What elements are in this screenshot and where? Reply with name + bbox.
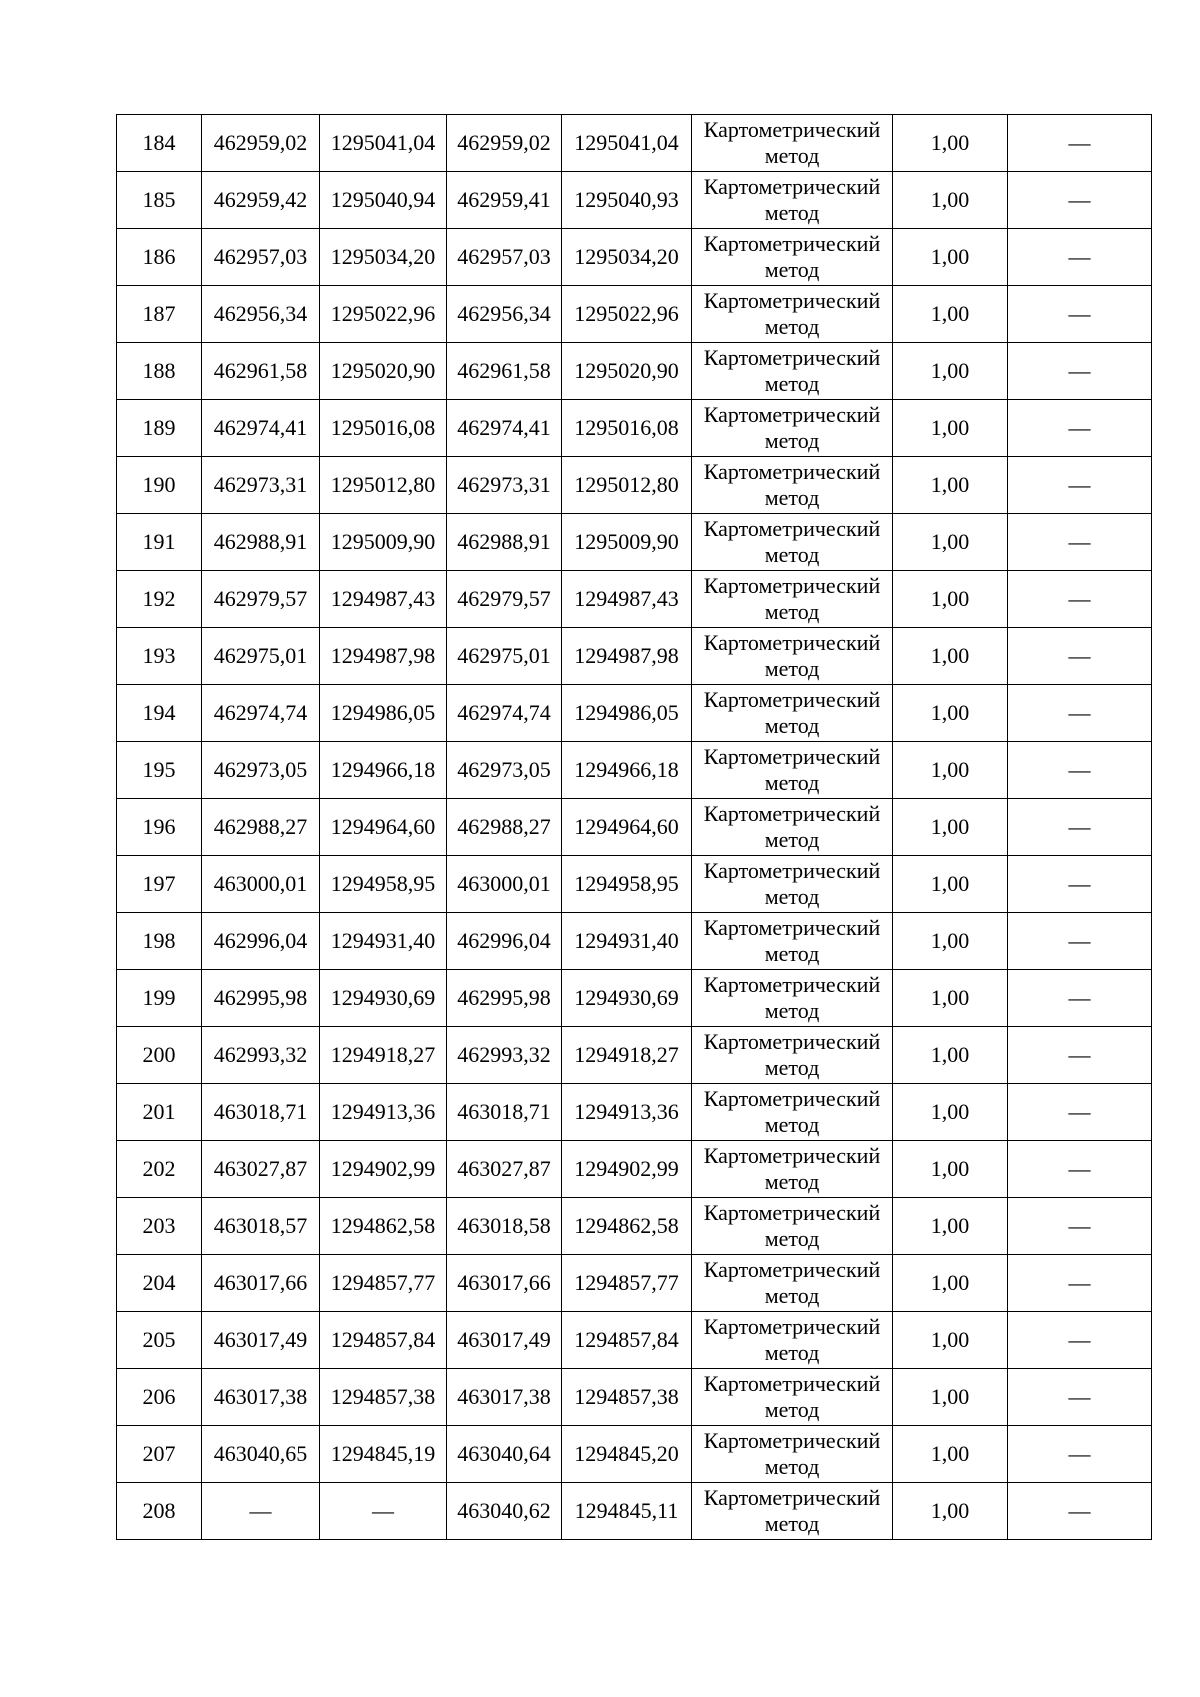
existing-y-cell: 1294857,77 — [320, 1255, 447, 1312]
accuracy-cell: 1,00 — [893, 1084, 1008, 1141]
table-row — [117, 1198, 1152, 1255]
new-y-cell: 1294902,99 — [562, 1141, 692, 1198]
existing-x-cell: 462975,01 — [202, 628, 320, 685]
accuracy-cell: 1,00 — [893, 1027, 1008, 1084]
point-number-cell: 194 — [117, 685, 202, 742]
description-cell: — — [1008, 1426, 1152, 1483]
method-line1: Картометрический — [703, 1371, 881, 1396]
method-cell — [692, 172, 893, 229]
method-cell — [692, 286, 893, 343]
method-line2: метод — [764, 542, 820, 567]
new-y-cell: 1295022,96 — [562, 286, 692, 343]
point-number-cell: 190 — [117, 457, 202, 514]
existing-x-cell: 462995,98 — [202, 970, 320, 1027]
method-cell — [692, 685, 893, 742]
method-cell — [692, 1027, 893, 1084]
existing-y-cell: 1294987,98 — [320, 628, 447, 685]
table-row — [117, 1369, 1152, 1426]
description-cell: — — [1008, 685, 1152, 742]
method-line1: Картометрический — [703, 972, 881, 997]
point-number-cell: 202 — [117, 1141, 202, 1198]
table-row — [117, 343, 1152, 400]
new-x-cell: 463017,66 — [447, 1255, 562, 1312]
table-row — [117, 742, 1152, 799]
point-number-cell: 205 — [117, 1312, 202, 1369]
description-cell: — — [1008, 115, 1152, 172]
accuracy-cell: 1,00 — [893, 1312, 1008, 1369]
method-cell — [692, 1198, 893, 1255]
existing-x-cell: 462956,34 — [202, 286, 320, 343]
table-row — [117, 1312, 1152, 1369]
method-cell — [692, 1369, 893, 1426]
accuracy-cell: 1,00 — [893, 172, 1008, 229]
description-cell: — — [1008, 172, 1152, 229]
table-row — [117, 115, 1152, 172]
method-line1: Картометрический — [703, 516, 881, 541]
existing-x-cell: 462959,42 — [202, 172, 320, 229]
existing-y-cell: 1294930,69 — [320, 970, 447, 1027]
description-cell: — — [1008, 1198, 1152, 1255]
accuracy-cell: 1,00 — [893, 1369, 1008, 1426]
table-row — [117, 970, 1152, 1027]
point-number-cell: 206 — [117, 1369, 202, 1426]
new-y-cell: 1294958,95 — [562, 856, 692, 913]
existing-y-cell: 1294913,36 — [320, 1084, 447, 1141]
description-cell: — — [1008, 286, 1152, 343]
method-cell — [692, 856, 893, 913]
table-row — [117, 286, 1152, 343]
existing-y-cell: 1295012,80 — [320, 457, 447, 514]
new-x-cell: 462961,58 — [447, 343, 562, 400]
description-cell: — — [1008, 343, 1152, 400]
table-row — [117, 514, 1152, 571]
existing-x-cell: 462988,27 — [202, 799, 320, 856]
accuracy-cell: 1,00 — [893, 1141, 1008, 1198]
existing-y-cell: 1295009,90 — [320, 514, 447, 571]
existing-y-cell: 1295041,04 — [320, 115, 447, 172]
new-x-cell: 462956,34 — [447, 286, 562, 343]
existing-x-cell: 462973,31 — [202, 457, 320, 514]
description-cell: — — [1008, 1141, 1152, 1198]
existing-x-cell: 462988,91 — [202, 514, 320, 571]
point-number-cell: 201 — [117, 1084, 202, 1141]
accuracy-cell: 1,00 — [893, 628, 1008, 685]
method-line1: Картометрический — [703, 915, 881, 940]
existing-y-cell: 1294845,19 — [320, 1426, 447, 1483]
existing-y-cell: 1294931,40 — [320, 913, 447, 970]
new-y-cell: 1294845,20 — [562, 1426, 692, 1483]
method-line2: метод — [764, 1340, 820, 1365]
description-cell: — — [1008, 970, 1152, 1027]
method-cell — [692, 1255, 893, 1312]
accuracy-cell: 1,00 — [893, 970, 1008, 1027]
existing-x-cell: 462974,74 — [202, 685, 320, 742]
new-y-cell: 1295041,04 — [562, 115, 692, 172]
method-line1: Картометрический — [703, 402, 881, 427]
point-number-cell: 188 — [117, 343, 202, 400]
method-cell — [692, 457, 893, 514]
point-number-cell: 207 — [117, 1426, 202, 1483]
method-line2: метод — [764, 314, 820, 339]
method-line1: Картометрический — [703, 1428, 881, 1453]
existing-y-cell: 1295034,20 — [320, 229, 447, 286]
new-x-cell: 462959,41 — [447, 172, 562, 229]
table-row — [117, 628, 1152, 685]
new-y-cell: 1294918,27 — [562, 1027, 692, 1084]
existing-x-cell: 463000,01 — [202, 856, 320, 913]
table-row — [117, 571, 1152, 628]
existing-x-cell: 462957,03 — [202, 229, 320, 286]
new-x-cell: 462974,74 — [447, 685, 562, 742]
method-line1: Картометрический — [703, 744, 881, 769]
new-x-cell: 463000,01 — [447, 856, 562, 913]
existing-x-cell: 462959,02 — [202, 115, 320, 172]
new-x-cell: 463017,49 — [447, 1312, 562, 1369]
new-x-cell: 462973,31 — [447, 457, 562, 514]
accuracy-cell: 1,00 — [893, 286, 1008, 343]
point-number-cell: 195 — [117, 742, 202, 799]
accuracy-cell: 1,00 — [893, 1426, 1008, 1483]
accuracy-cell: 1,00 — [893, 514, 1008, 571]
existing-y-cell: 1294857,38 — [320, 1369, 447, 1426]
method-line2: метод — [764, 713, 820, 738]
description-cell: — — [1008, 742, 1152, 799]
method-line1: Картометрический — [703, 801, 881, 826]
description-cell: — — [1008, 628, 1152, 685]
existing-y-cell: 1294862,58 — [320, 1198, 447, 1255]
method-line1: Картометрический — [703, 117, 881, 142]
description-cell: — — [1008, 514, 1152, 571]
accuracy-cell: 1,00 — [893, 571, 1008, 628]
method-cell — [692, 1141, 893, 1198]
method-cell — [692, 1483, 893, 1540]
existing-y-cell: — — [320, 1483, 447, 1540]
method-line2: метод — [764, 884, 820, 909]
method-cell — [692, 1312, 893, 1369]
new-y-cell: 1294987,98 — [562, 628, 692, 685]
table-row — [117, 1027, 1152, 1084]
new-y-cell: 1295012,80 — [562, 457, 692, 514]
new-y-cell: 1294857,38 — [562, 1369, 692, 1426]
new-x-cell: 463018,71 — [447, 1084, 562, 1141]
description-cell: — — [1008, 1255, 1152, 1312]
new-y-cell: 1295040,93 — [562, 172, 692, 229]
method-line1: Картометрический — [703, 1485, 881, 1510]
existing-x-cell: 463027,87 — [202, 1141, 320, 1198]
new-y-cell: 1294857,84 — [562, 1312, 692, 1369]
accuracy-cell: 1,00 — [893, 856, 1008, 913]
table-row — [117, 685, 1152, 742]
method-line2: метод — [764, 485, 820, 510]
new-y-cell: 1294845,11 — [562, 1483, 692, 1540]
method-line2: метод — [764, 428, 820, 453]
table-row — [117, 400, 1152, 457]
coordinates-table-body — [117, 115, 1152, 1540]
new-x-cell: 463040,64 — [447, 1426, 562, 1483]
accuracy-cell: 1,00 — [893, 115, 1008, 172]
new-y-cell: 1294966,18 — [562, 742, 692, 799]
point-number-cell: 184 — [117, 115, 202, 172]
existing-y-cell: 1294987,43 — [320, 571, 447, 628]
new-x-cell: 462974,41 — [447, 400, 562, 457]
point-number-cell: 187 — [117, 286, 202, 343]
existing-x-cell: 463018,57 — [202, 1198, 320, 1255]
method-line1: Картометрический — [703, 1200, 881, 1225]
point-number-cell: 192 — [117, 571, 202, 628]
accuracy-cell: 1,00 — [893, 1255, 1008, 1312]
new-y-cell: 1294930,69 — [562, 970, 692, 1027]
new-x-cell: 462988,27 — [447, 799, 562, 856]
table-row — [117, 457, 1152, 514]
new-x-cell: 462975,01 — [447, 628, 562, 685]
point-number-cell: 185 — [117, 172, 202, 229]
new-y-cell: 1295034,20 — [562, 229, 692, 286]
existing-y-cell: 1295040,94 — [320, 172, 447, 229]
accuracy-cell: 1,00 — [893, 229, 1008, 286]
existing-x-cell: 462973,05 — [202, 742, 320, 799]
new-x-cell: 462957,03 — [447, 229, 562, 286]
point-number-cell: 203 — [117, 1198, 202, 1255]
new-x-cell: 462979,57 — [447, 571, 562, 628]
existing-x-cell: 463017,38 — [202, 1369, 320, 1426]
new-x-cell: 462988,91 — [447, 514, 562, 571]
point-number-cell: 200 — [117, 1027, 202, 1084]
description-cell: — — [1008, 799, 1152, 856]
accuracy-cell: 1,00 — [893, 742, 1008, 799]
method-line2: метод — [764, 1454, 820, 1479]
new-x-cell: 463027,87 — [447, 1141, 562, 1198]
description-cell: — — [1008, 229, 1152, 286]
existing-x-cell: 462961,58 — [202, 343, 320, 400]
point-number-cell: 208 — [117, 1483, 202, 1540]
method-line2: метод — [764, 1226, 820, 1251]
existing-y-cell: 1294964,60 — [320, 799, 447, 856]
method-cell — [692, 799, 893, 856]
description-cell: — — [1008, 1312, 1152, 1369]
method-line1: Картометрический — [703, 345, 881, 370]
description-cell: — — [1008, 457, 1152, 514]
method-line1: Картометрический — [703, 1086, 881, 1111]
method-line2: метод — [764, 827, 820, 852]
existing-y-cell: 1294986,05 — [320, 685, 447, 742]
new-x-cell: 462973,05 — [447, 742, 562, 799]
table-row — [117, 1141, 1152, 1198]
new-x-cell: 462996,04 — [447, 913, 562, 970]
new-y-cell: 1295016,08 — [562, 400, 692, 457]
point-number-cell: 199 — [117, 970, 202, 1027]
method-line2: метод — [764, 1112, 820, 1137]
point-number-cell: 198 — [117, 913, 202, 970]
accuracy-cell: 1,00 — [893, 913, 1008, 970]
point-number-cell: 189 — [117, 400, 202, 457]
accuracy-cell: 1,00 — [893, 1198, 1008, 1255]
new-y-cell: 1294862,58 — [562, 1198, 692, 1255]
existing-y-cell: 1294918,27 — [320, 1027, 447, 1084]
method-line2: метод — [764, 371, 820, 396]
point-number-cell: 186 — [117, 229, 202, 286]
existing-x-cell: 463018,71 — [202, 1084, 320, 1141]
table-row — [117, 172, 1152, 229]
existing-y-cell: 1294966,18 — [320, 742, 447, 799]
existing-x-cell: — — [202, 1483, 320, 1540]
method-line2: метод — [764, 1169, 820, 1194]
description-cell: — — [1008, 1084, 1152, 1141]
method-line2: метод — [764, 941, 820, 966]
coordinates-table — [116, 114, 1152, 1540]
table-row — [117, 1255, 1152, 1312]
new-x-cell: 462995,98 — [447, 970, 562, 1027]
table-row — [117, 229, 1152, 286]
new-x-cell: 462959,02 — [447, 115, 562, 172]
method-line1: Картометрический — [703, 1314, 881, 1339]
point-number-cell: 204 — [117, 1255, 202, 1312]
method-line2: метод — [764, 200, 820, 225]
method-cell — [692, 514, 893, 571]
method-cell — [692, 343, 893, 400]
new-x-cell: 463017,38 — [447, 1369, 562, 1426]
description-cell: — — [1008, 1027, 1152, 1084]
accuracy-cell: 1,00 — [893, 343, 1008, 400]
existing-y-cell: 1294857,84 — [320, 1312, 447, 1369]
point-number-cell: 197 — [117, 856, 202, 913]
existing-y-cell: 1294902,99 — [320, 1141, 447, 1198]
accuracy-cell: 1,00 — [893, 400, 1008, 457]
table-row — [117, 913, 1152, 970]
method-line1: Картометрический — [703, 1143, 881, 1168]
method-line2: метод — [764, 998, 820, 1023]
method-cell — [692, 970, 893, 1027]
new-y-cell: 1295009,90 — [562, 514, 692, 571]
method-cell — [692, 571, 893, 628]
table-row — [117, 1426, 1152, 1483]
method-line1: Картометрический — [703, 231, 881, 256]
accuracy-cell: 1,00 — [893, 457, 1008, 514]
method-cell — [692, 913, 893, 970]
method-line1: Картометрический — [703, 573, 881, 598]
existing-x-cell: 463017,66 — [202, 1255, 320, 1312]
new-x-cell: 462993,32 — [447, 1027, 562, 1084]
point-number-cell: 193 — [117, 628, 202, 685]
method-cell — [692, 1426, 893, 1483]
accuracy-cell: 1,00 — [893, 685, 1008, 742]
existing-x-cell: 462996,04 — [202, 913, 320, 970]
method-line1: Картометрический — [703, 174, 881, 199]
existing-x-cell: 462979,57 — [202, 571, 320, 628]
method-line2: метод — [764, 1283, 820, 1308]
existing-y-cell: 1295020,90 — [320, 343, 447, 400]
new-y-cell: 1294931,40 — [562, 913, 692, 970]
method-line1: Картометрический — [703, 1257, 881, 1282]
table-row — [117, 1483, 1152, 1540]
description-cell: — — [1008, 856, 1152, 913]
new-y-cell: 1294986,05 — [562, 685, 692, 742]
method-cell — [692, 400, 893, 457]
method-cell — [692, 229, 893, 286]
existing-x-cell: 462993,32 — [202, 1027, 320, 1084]
accuracy-cell: 1,00 — [893, 1483, 1008, 1540]
description-cell: — — [1008, 1483, 1152, 1540]
method-line2: метод — [764, 1055, 820, 1080]
new-y-cell: 1294964,60 — [562, 799, 692, 856]
method-line1: Картометрический — [703, 630, 881, 655]
new-y-cell: 1294857,77 — [562, 1255, 692, 1312]
method-line1: Картометрический — [703, 858, 881, 883]
method-line2: метод — [764, 656, 820, 681]
accuracy-cell: 1,00 — [893, 799, 1008, 856]
description-cell: — — [1008, 913, 1152, 970]
new-x-cell: 463040,62 — [447, 1483, 562, 1540]
method-line1: Картометрический — [703, 687, 881, 712]
method-cell — [692, 115, 893, 172]
method-cell — [692, 742, 893, 799]
description-cell: — — [1008, 571, 1152, 628]
point-number-cell: 196 — [117, 799, 202, 856]
method-line2: метод — [764, 599, 820, 624]
new-x-cell: 463018,58 — [447, 1198, 562, 1255]
table-row — [117, 799, 1152, 856]
method-line2: метод — [764, 143, 820, 168]
table-row — [117, 1084, 1152, 1141]
existing-y-cell: 1295022,96 — [320, 286, 447, 343]
existing-y-cell: 1294958,95 — [320, 856, 447, 913]
new-y-cell: 1294987,43 — [562, 571, 692, 628]
method-line1: Картометрический — [703, 459, 881, 484]
existing-y-cell: 1295016,08 — [320, 400, 447, 457]
method-line2: метод — [764, 770, 820, 795]
method-line2: метод — [764, 257, 820, 282]
method-line2: метод — [764, 1511, 820, 1536]
existing-x-cell: 463040,65 — [202, 1426, 320, 1483]
existing-x-cell: 463017,49 — [202, 1312, 320, 1369]
point-number-cell: 191 — [117, 514, 202, 571]
new-y-cell: 1294913,36 — [562, 1084, 692, 1141]
table-row — [117, 856, 1152, 913]
description-cell: — — [1008, 1369, 1152, 1426]
method-line1: Картометрический — [703, 288, 881, 313]
description-cell: — — [1008, 400, 1152, 457]
method-cell — [692, 1084, 893, 1141]
method-line1: Картометрический — [703, 1029, 881, 1054]
method-cell — [692, 628, 893, 685]
existing-x-cell: 462974,41 — [202, 400, 320, 457]
method-line2: метод — [764, 1397, 820, 1422]
new-y-cell: 1295020,90 — [562, 343, 692, 400]
